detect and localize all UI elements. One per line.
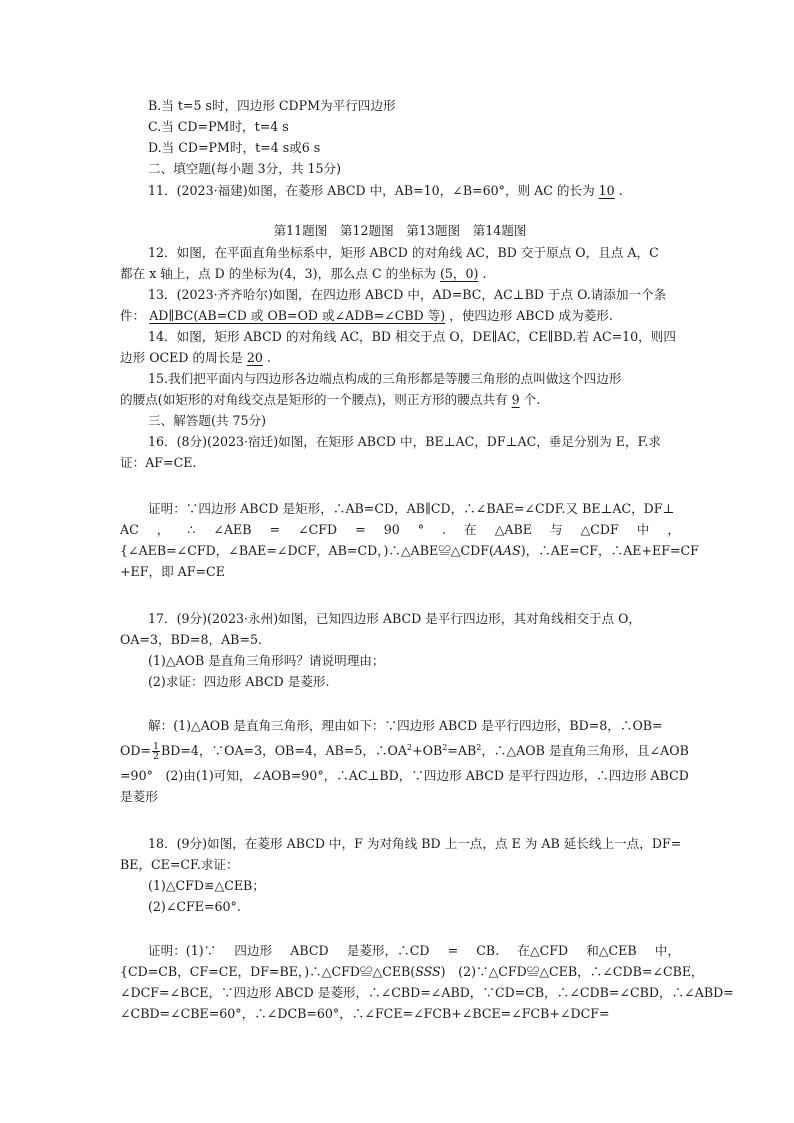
fraction-one-half: $\frac{1}{2}$ [152,741,160,762]
question-14-line-1: 14．如图，矩形 ABCD 的对角线 AC，BD 相交于点 O，DE∥AC，CE∥BD.若 AC=10，则四 [148,329,676,344]
solution-17-line-3: =90° (2)由(1)可知，∠AOB=90°，∴AC⊥BD，∵四边形 ABCD 是平行四边形，∴四边形 ABCD [120,768,689,783]
question-18-part-1: (1)△CFD≌△CEB； [148,878,265,893]
solution-18-line-2: {CD=CB，CF=CE，DF=BE，)∴△CFD≌△CEB(SSS) (2)∵△CFD≌△CEB，∴∠CDB=∠CBE， [120,964,704,979]
answer-13: AD∥BC(AB=CD 或 OB=OD 或∠ADB=∠CBD 等) [149,308,446,323]
question-13-line-2: 件： AD∥BC(AB=CD 或 OB=OD 或∠ADB=∠CBD 等) ，使四边形 ABCD 成为菱形. [120,308,613,323]
choice-d: D.当 CD=PM时，t=4 s或6 s [148,140,321,155]
solution-18-line-1: 证明：(1)∵ 四边形 ABCD 是菱形，∴CD = CB. 在△CFD 和△CEB 中， [148,943,680,958]
choice-b: B.当 t=5 s时，四边形 CDPM为平行四边形 [148,98,396,113]
question-13-line-1: 13．(2023·齐齐哈尔)如图，在四边形 ABCD 中，AD=BC，AC⊥BD 于点 O.请添加一个条 [148,287,667,302]
choice-c: C.当 CD=PM时，t=4 s [148,119,289,134]
answer-12: (5，0) [440,266,479,281]
answer-11: 10 [598,183,615,198]
solution-17-line-4: 是菱形 [120,789,158,804]
solution-17-line-1: 解：(1)△AOB 是直角三角形，理由如下：∵四边形 ABCD 是平行四边形，BD=8，∴OB= [148,718,663,733]
section-fill-in-heading: 二、填空题(每小题 3分，共 15分) [148,161,341,176]
solution-18-line-4: ∠CBD=∠CBE=60°，∴∠DCB=60°，∴∠FCE=∠FCB+∠BCE=∠FCB+∠DCF= [120,1006,610,1021]
question-17-line-2: OA=3，BD=8，AB=5. [120,632,263,647]
question-11: 11．(2023·福建)如图，在菱形 ABCD 中，AB=10，∠B=60°，则 AC 的长为 10 . [148,183,623,198]
solution-18-line-3: ∠DCF=∠BCE，∵四边形 ABCD 是菱形，∴∠CBD=∠ABD，∵CD=CB，∴∠CDB=∠CBD，∴∠ABD= [120,985,734,1000]
question-12-line-2: 都在 x 轴上，点 D 的坐标为(4，3)，那么点 C 的坐标为 (5，0) . [120,266,487,281]
question-17-part-2: (2)求证：四边形 ABCD 是菱形. [148,674,330,689]
question-17-line-1: 17．(9分)(2023·永州)如图，已知四边形 ABCD 是平行四边形，其对角线相交于点 O， [148,611,642,626]
figure-captions: 第11题图 第12题图 第13题图 第14题图 [273,223,527,238]
question-18-part-2: (2)∠CFE=60°. [148,899,241,914]
solution-16-line-2: AC ， ∴ ∠AEB = ∠CFD = 90 ° . 在 △ABE 与 △CDF 中 ， [120,522,680,537]
solution-16-line-1: 证明：∵四边形 ABCD 是矩形，∴AB=CD，AB∥CD，∴∠BAE=∠CDF.又 BE⊥AC，DF⊥ [148,501,675,516]
question-17-part-1: (1)△AOB 是直角三角形吗？请说明理由； [148,653,385,668]
question-15-line-2: 的腰点(如矩形的对角线交点是矩形的一个腰点)，则正方形的腰点共有 9 个. [120,392,541,407]
question-14-line-2: 边形 OCED 的周长是 20 . [120,350,271,365]
answer-14: 20 [246,350,263,365]
section-solution-heading: 三、解答题(共 75分) [148,413,267,428]
question-12-line-1: 12．如图，在平面直角坐标系中，矩形 ABCD 的对角线 AC，BD 交于原点 O，且点 A，C [148,245,659,260]
solution-17-line-2: OD= $\frac{1}{2}$ BD=4，∵OA=3，OB=4，AB=5，$\therefore OA^2+OB^2=AB^2$，∴△AOB 是直角三角形，且∠AOB [120,741,689,762]
question-18-line-1: 18．(9分)如图，在菱形 ABCD 中，F 为对角线 BD 上一点，点 E 为 AB 延长线上一点，DF= [148,836,682,851]
question-16-line-1: 16．(8分)(2023·宿迁)如图，在矩形 ABCD 中，BE⊥AC，DF⊥AC，垂足分别为 E，F.求 [148,434,661,449]
question-18-line-2: BE，CE=CF.求证： [120,857,239,872]
solution-16-line-3: {∠AEB=∠CFD，∠BAE=∠DCF，AB=CD，)∴△ABE≌△CDF(AAS)，∴AE=CF，∴AE+EF=CF [120,543,699,558]
question-16-line-2: 证：AF=CE. [120,455,197,470]
question-15-line-1: 15.我们把平面内与四边形各边端点构成的三角形都是等腰三角形的点叫做这个四边形 [148,371,622,386]
answer-15: 9 [511,392,520,407]
solution-16-line-4: +EF，即 AF=CE [120,564,225,579]
